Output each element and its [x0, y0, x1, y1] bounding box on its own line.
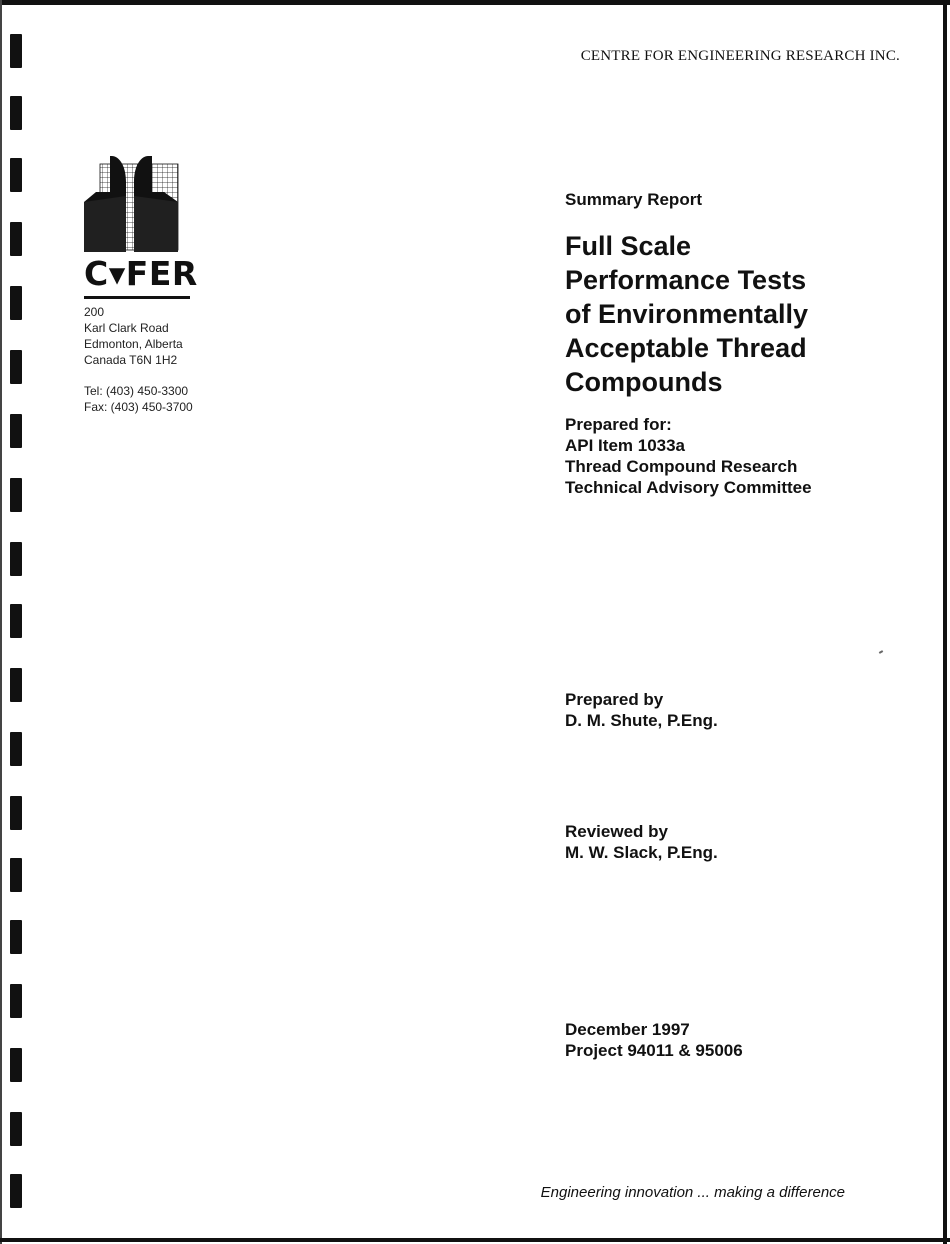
page-border-top	[0, 0, 950, 5]
fax: Fax: (403) 450-3700	[84, 400, 193, 414]
binding-holes	[10, 0, 30, 1244]
title-line: Compounds	[565, 367, 723, 397]
binding-hole	[10, 34, 22, 68]
page-border-bottom	[0, 1238, 950, 1242]
footer-tagline: Engineering innovation ... making a difference	[540, 1184, 845, 1201]
prepared-for-block	[565, 414, 925, 498]
page-border-right	[943, 0, 947, 1244]
report-date: December 1997	[565, 1020, 690, 1039]
binding-hole	[10, 732, 22, 766]
title-line: Full Scale	[565, 231, 692, 261]
binding-hole	[10, 96, 22, 130]
page-border-left	[0, 0, 2, 1244]
binding-hole	[10, 984, 22, 1018]
address-line: Edmonton, Alberta	[84, 337, 183, 351]
prepared-by-name: D. M. Shute, P.Eng.	[565, 711, 718, 730]
organization-header: CENTRE FOR ENGINEERING RESEARCH INC.	[580, 48, 900, 64]
report-type: Summary Report	[565, 190, 702, 209]
binding-hole	[10, 920, 22, 954]
address-line: Canada T6N 1H2	[84, 353, 178, 367]
prepared-for-line: Thread Compound Research	[565, 457, 798, 476]
project-number: Project 94011 & 95006	[565, 1041, 743, 1060]
binding-hole	[10, 1048, 22, 1082]
binding-hole	[10, 286, 22, 320]
binding-hole	[10, 796, 22, 830]
prepared-by-block	[565, 689, 925, 731]
report-title	[565, 229, 925, 399]
telephone: Tel: (403) 450-3300	[84, 384, 189, 398]
binding-hole	[10, 478, 22, 512]
binding-hole	[10, 858, 22, 892]
prepared-for-line: Technical Advisory Committee	[565, 478, 812, 497]
reviewed-by-block	[565, 821, 925, 863]
address-block	[84, 304, 254, 368]
binding-hole	[10, 604, 22, 638]
title-line: Performance Tests	[565, 265, 807, 295]
prepared-for-line: API Item 1033a	[565, 436, 686, 455]
prepared-for-label: Prepared for:	[565, 415, 672, 434]
reviewed-by-label: Reviewed by	[565, 822, 668, 841]
binding-hole	[10, 542, 22, 576]
logo-wordmark: C▾FER	[84, 254, 198, 293]
contact-block	[84, 383, 254, 415]
date-project-block	[565, 1019, 925, 1061]
binding-hole	[10, 158, 22, 192]
binding-hole	[10, 668, 22, 702]
binding-hole	[10, 414, 22, 448]
reviewed-by-name: M. W. Slack, P.Eng.	[565, 843, 718, 862]
address-line: Karl Clark Road	[84, 321, 169, 335]
title-line: of Environmentally	[565, 299, 809, 329]
prepared-by-label: Prepared by	[565, 690, 664, 709]
binding-hole	[10, 1174, 22, 1208]
title-line: Acceptable Thread	[565, 333, 807, 363]
logo-underline	[84, 296, 190, 299]
binding-hole	[10, 350, 22, 384]
binding-hole	[10, 222, 22, 256]
address-line: 200	[84, 305, 105, 319]
scan-speck	[879, 650, 883, 654]
binding-hole	[10, 1112, 22, 1146]
